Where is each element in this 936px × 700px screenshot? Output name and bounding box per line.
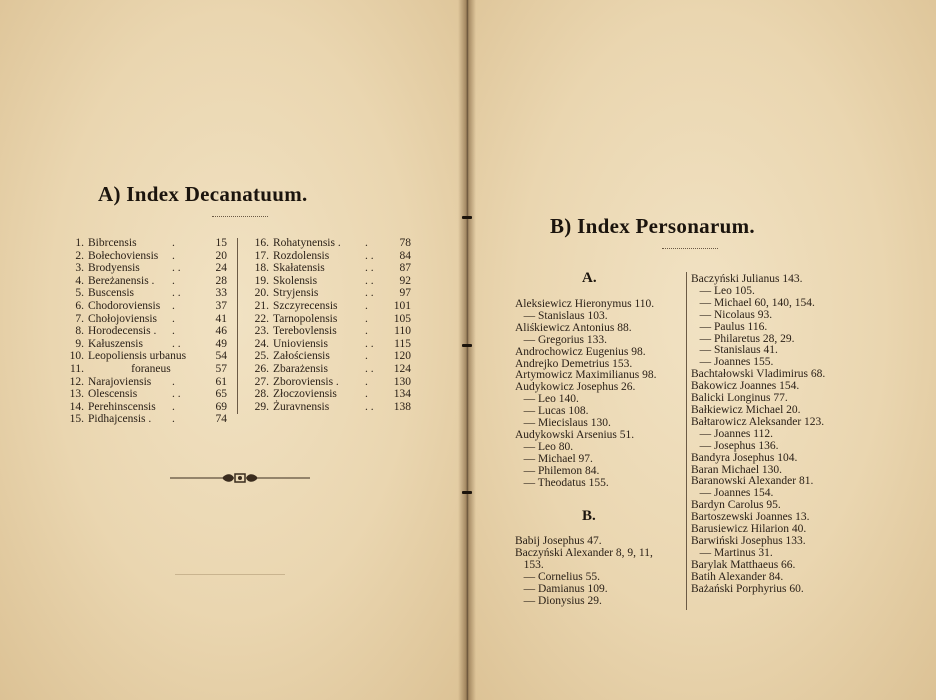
decanate-name: Bibrcensis [88,237,137,249]
index-personarum-heading: B) Index Personarum. [550,214,755,238]
person-entry: Androchowicz Eugenius 98. [515,345,646,358]
person-entry: Aleksiewicz Hieronymus 110. [515,298,655,310]
person-entry: Bandyra Josephus 104. [691,451,798,464]
decanate-name: Pidhajcensis . [88,413,152,426]
decanate-number: 29. [254,400,269,413]
decanate-row [62,376,227,389]
page-number: 124 [393,362,411,375]
decanate-row [247,325,411,338]
book-gutter [458,0,476,700]
decanate-number: 13. [69,388,84,401]
page-number: 49 [215,337,227,350]
page-number: 92 [399,274,411,287]
leader-dots: . . [365,287,374,300]
person-entry: Bażański Porphyrius 60. [691,582,804,595]
person-entry: — Nicolaus 93. [691,308,773,321]
decanate-number: 2. [75,249,84,262]
page-number: 57 [215,362,227,375]
decanate-row [62,325,227,338]
decanate-row [247,388,411,401]
leader-dots: . [172,249,175,262]
decorative-ornament-icon [170,472,310,484]
decanate-row [62,262,227,275]
decanate-name: Narajoviensis [88,375,152,388]
index-column-a [515,299,657,490]
decanate-name: Horodecensis . [88,325,157,338]
decanate-row [247,275,411,288]
decanate-number: 8. [75,325,84,338]
person-entry: Bałkiewicz Michael 20. [691,403,801,416]
person-entry: — Lucas 108. [515,405,589,418]
decanate-name: foraneus [88,362,171,375]
page-number: 115 [394,337,411,350]
right-column-divider [686,272,687,610]
decanate-row [62,300,227,313]
heading-ornament-rule-right [662,242,718,249]
decanate-row [247,237,411,250]
decanate-number: 4. [75,274,84,287]
page-number: 74 [215,413,227,426]
heading-ornament-rule [212,210,268,217]
person-entry: Barylak Matthaeus 66. [691,558,796,571]
decanate-name: Unioviensis [273,337,328,350]
binding-stitch [462,491,472,494]
page-number: 61 [215,375,227,388]
decanate-row [247,250,411,263]
decanate-name: Skolensis [273,274,318,287]
decanate-number: 1. [75,237,84,249]
decanate-name: Zboroviensis . [273,375,339,388]
person-entry: — Michael 97. [515,452,593,465]
leader-dots: . . [172,287,181,300]
decanate-number: 9. [75,337,84,350]
person-entry: Andrejko Demetrius 153. [515,357,633,370]
leader-dots: . [172,400,175,413]
decanate-number: 20. [254,287,269,300]
binding-stitch [462,344,472,347]
leader-dots: . [172,413,175,426]
decanate-row [62,388,227,401]
decanate-number: 14. [69,400,84,413]
person-entry: — Paulus 116. [691,320,768,333]
decanate-name: Perehinscensis [88,400,156,413]
left-page [0,0,466,700]
person-entry: — Philemon 84. [515,464,600,477]
leader-dots: . [172,237,175,249]
decanate-row [247,287,411,300]
person-entry: — Dionysius 29. [515,594,602,607]
page-number: 120 [393,350,411,363]
page-number: 15 [215,237,227,249]
leader-dots: . [365,388,368,401]
leader-dots: . . [365,274,374,287]
page-number: 110 [394,325,411,338]
decanate-name: Bereżanensis . [88,274,155,287]
leader-dots: . [172,299,175,312]
page-number: 84 [399,249,411,262]
person-entry: Audykowicz Josephus 26. [515,381,636,394]
person-entry: Baran Michael 130. [691,463,783,476]
page-number: 28 [215,274,227,287]
decanate-name: Leopoliensis urbanus [88,350,187,363]
person-entry: — Leo 105. [691,284,755,297]
decanate-name: Chodoroviensis [88,299,161,312]
leader-dots: . . [365,262,374,275]
decanate-number: 3. [75,262,84,275]
decanate-row [247,262,411,275]
decanate-number: 28. [254,388,269,401]
person-entry: Artymowicz Maximilianus 98. [515,369,657,382]
person-entry: Barusiewicz Hilarion 40. [691,523,807,536]
decanate-number: 10. [69,350,84,363]
decanates-column-2 [247,237,411,413]
page-number: 41 [215,312,227,325]
decanate-number: 27. [254,375,269,388]
section-letter-b: B. [582,508,596,524]
page-number: 87 [399,262,411,275]
decanate-number: 24. [254,337,269,350]
binding-stitch [462,216,472,219]
decanate-name: Stryjensis [273,287,319,300]
person-entry: — Leo 80. [515,440,574,453]
decanate-row [62,338,227,351]
person-entry: — Theodatus 155. [515,476,609,489]
decanate-name: Szczyrecensis [273,299,338,312]
decanate-row [247,313,411,326]
decanate-row [247,338,411,351]
decanate-name: Tarnopolensis [273,312,338,325]
person-entry: — Miecislaus 130. [515,417,611,430]
section-letter-a: A. [582,270,597,286]
decanate-row [62,350,227,363]
page-number: 65 [215,388,227,401]
page-number: 20 [215,249,227,262]
leader-dots: . . [365,337,374,350]
page-number: 134 [393,388,411,401]
person-entry: — Leo 140. [515,393,579,406]
page-number: 78 [399,237,411,249]
page-number: 101 [393,299,411,312]
person-entry: Barwiński Josephus 133. [691,534,806,547]
person-entry: Baranowski Alexander 81. [691,475,814,488]
decanate-row [62,413,227,426]
decanate-number: 18. [254,262,269,275]
person-entry: — Cornelius 55. [515,570,600,583]
decanate-number: 7. [75,312,84,325]
person-entry: Babij Josephus 47. [515,535,602,547]
column-divider [237,238,238,414]
leader-dots: . [365,375,368,388]
person-entry: — Michael 60, 140, 154. [691,296,815,309]
person-entry: Baczyński Alexander 8, 9, 11, [515,546,653,559]
person-entry: — Damianus 109. [515,582,608,595]
decanate-name: Olescensis [88,388,138,401]
faint-rule [175,574,285,575]
page-number: 24 [215,262,227,275]
leader-dots: . [172,325,175,338]
leader-dots: . [365,299,368,312]
page-number: 97 [399,287,411,300]
person-entry: — Joannes 154. [691,487,774,500]
decanate-name: Terebovlensis [273,325,337,338]
decanate-number: 12. [69,375,84,388]
decanate-number: 6. [75,299,84,312]
decanate-number: 23. [254,325,269,338]
decanate-number: 11. [70,362,84,375]
leader-dots: . [172,274,175,287]
person-entry: — Stanislaus 103. [515,309,608,322]
decanate-row [247,300,411,313]
decanate-name: Buscensis [88,287,134,300]
person-entry: 153. [515,558,544,571]
leader-dots: . [365,312,368,325]
leader-dots: . [172,312,175,325]
leader-dots: . . [365,362,374,375]
decanate-number: 16. [254,237,269,249]
decanate-name: Złoczoviensis [273,388,337,401]
decanate-number: 15. [69,413,84,426]
leader-dots: . . [365,249,374,262]
decanate-name: Rozdolensis [273,249,330,262]
decanate-row [247,363,411,376]
decanate-name: Kałuszensis [88,337,143,350]
decanate-row [62,287,227,300]
person-entry: Bachtałowski Vladimirus 68. [691,368,826,381]
index-column-right [691,274,825,595]
person-entry: Bardyn Carolus 95. [691,499,781,512]
person-entry: — Gregorius 133. [515,333,607,346]
page-number: 69 [215,400,227,413]
person-entry: — Joannes 155. [691,356,774,369]
person-entry: Audykowski Arsenius 51. [515,428,635,441]
decanate-number: 5. [75,287,84,300]
decanate-row [62,275,227,288]
decanate-number: 17. [254,249,269,262]
person-entry: Baczyński Julianus 143. [691,273,803,285]
person-entry: Aliśkiewicz Antonius 88. [515,321,632,334]
decanate-row [247,376,411,389]
person-entry: Bakowicz Joannes 154. [691,380,800,393]
decanate-number: 22. [254,312,269,325]
decanate-name: Żuravnensis [273,400,330,413]
decanate-name: Załościensis [273,350,330,363]
leader-dots: . . [172,262,181,275]
decanate-name: Bołechoviensis [88,249,159,262]
page-number: 33 [215,287,227,300]
decanates-column-1 [62,237,227,426]
person-entry: — Philaretus 28, 29. [691,332,795,345]
leader-dots: . [172,375,175,388]
person-entry: — Joannes 112. [691,427,773,440]
leader-dots: . [365,237,368,249]
leader-dots: . . [365,400,374,413]
decanate-number: 26. [254,362,269,375]
decanate-row [247,401,411,414]
decanate-name: Zbarażensis [273,362,328,375]
decanate-number: 25. [254,350,269,363]
decanate-row [62,401,227,414]
decanate-row [62,237,227,250]
person-entry: Batih Alexander 84. [691,570,784,583]
decanate-name: Rohatynensis . [273,237,341,249]
person-entry: — Josephus 136. [691,439,779,452]
leader-dots: . . [172,337,181,350]
person-entry: Bartoszewski Joannes 13. [691,511,810,524]
decanate-number: 21. [254,299,269,312]
decanate-number: 19. [254,274,269,287]
page-number: 130 [393,375,411,388]
person-entry: — Stanislaus 41. [691,344,778,357]
decanate-row [62,313,227,326]
page-number: 138 [393,400,411,413]
decanate-name: Skałatensis [273,262,325,275]
index-column-b [515,536,653,607]
person-entry: — Martinus 31. [691,546,773,559]
leader-dots: . [365,325,368,338]
index-decanatuum-heading: A) Index Decanatuum. [98,182,308,206]
page-number: 37 [215,299,227,312]
page-number: 105 [393,312,411,325]
decanate-name: Chołojoviensis [88,312,158,325]
leader-dots: . . [172,388,181,401]
decanate-row [62,363,227,376]
person-entry: Balicki Longinus 77. [691,392,788,405]
page-number: 54 [215,350,227,363]
decanate-row [247,350,411,363]
page-number: 46 [215,325,227,338]
leader-dots: . [365,350,368,363]
decanate-row [62,250,227,263]
decanate-name: Brodyensis [88,262,140,275]
person-entry: Bałtarowicz Aleksander 123. [691,415,825,428]
